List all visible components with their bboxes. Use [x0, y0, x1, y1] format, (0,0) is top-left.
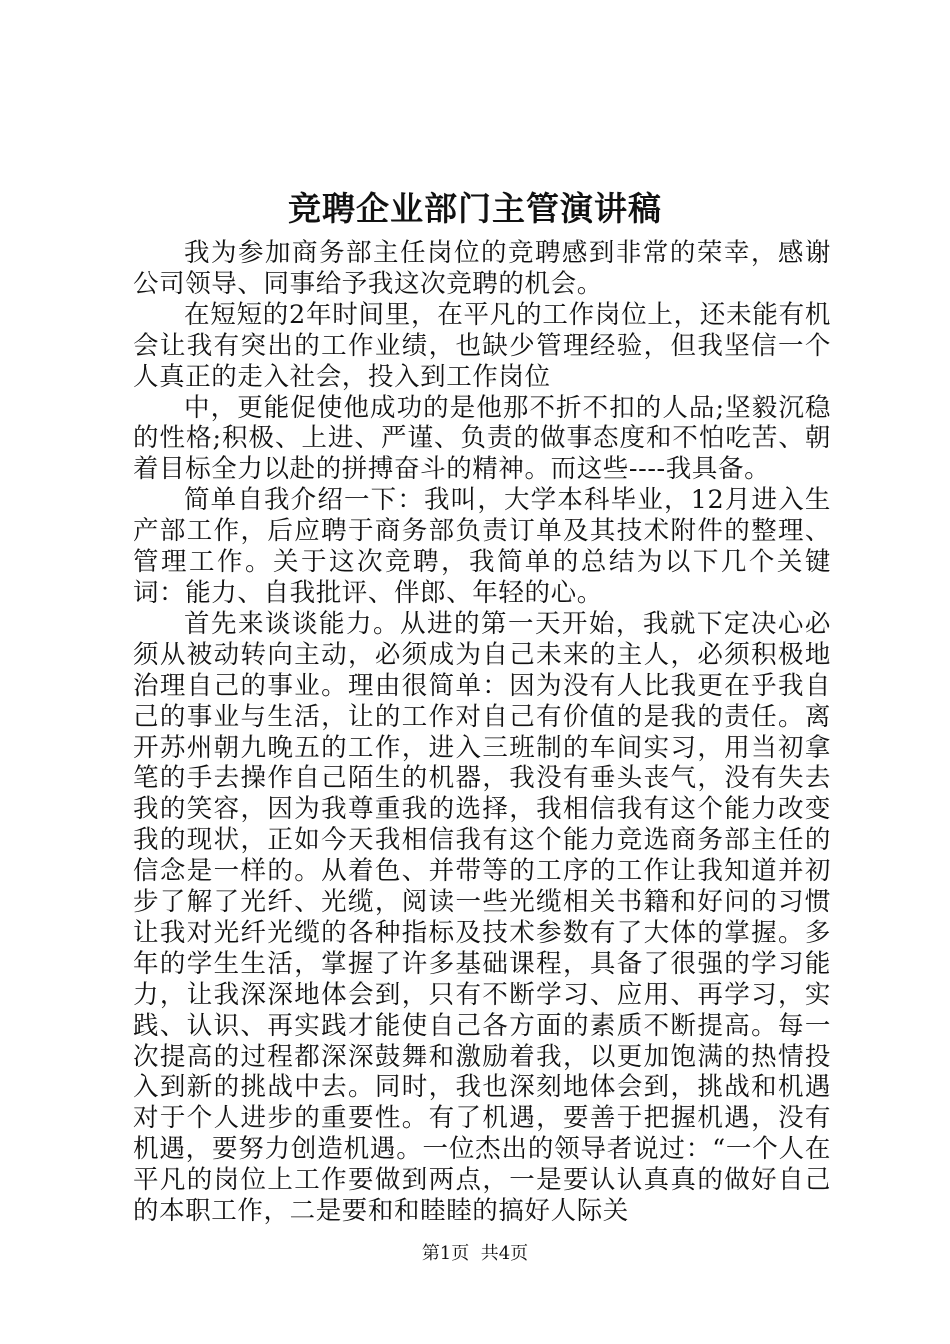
paragraph: 在短短的2年时间里，在平凡的工作岗位上，还未能有机会让我有突出的工作业绩，也缺少管理经验，但我坚信一个人真正的走入社会，投入到工作岗位: [133, 299, 831, 392]
document-body: [133, 238, 831, 1227]
paragraph: 首先来谈谈能力。从进的第一天开始，我就下定决心必须从被动转向主动，必须成为自己未来的主人，必须积极地治理自己的事业。理由很简单：因为没有人比我更在乎我自己的事业与生活，让的工作对自己有价值的是我的责任。离开苏州朝九晚五的工作，进入三班制的车间实习，用当初拿笔的手去操作自己陌生的机器，我没有垂头丧气，没有失去我的笑容，因为我尊重我的选择，我相信我有这个能力改变我的现状，正如今天我相信我有这个能力竞选商务部主任的信念是一样的。从着色、并带等的工序的工作让我知道并初步了解了光纤、光缆，阅读一些光缆相关书籍和好问的习惯让我对光纤光缆的各种指标及技术参数有了大体的掌握。多年的学生生活，掌握了许多基础课程，具备了很强的学习能力，让我深深地体会到，只有不断学习、应用、再学习，实践、认识、再实践才能使自己各方面的素质不断提高。每一次提高的过程都深深鼓舞和激励着我，以更加饱满的热情投入到新的挑战中去。同时，我也深刻地体会到，挑战和机遇对于个人进步的重要性。有了机遇，要善于把握机遇，没有机遇，要努力创造机遇。一位杰出的领导者说过：“一个人在平凡的岗位上工作要做到两点，一是要认认真真的做好自己的本职工作，二是要和和睦睦的搞好人际关: [133, 608, 831, 1227]
paragraph: 中，更能促使他成功的是他那不折不扣的人品;坚毅沉稳的性格;积极、上进、严谨、负责的做事态度和不怕吃苦、朝着目标全力以赴的拼搏奋斗的精神。而这些----我具备。: [133, 392, 831, 485]
paragraph: 我为参加商务部主任岗位的竞聘感到非常的荣幸，感谢公司领导、同事给予我这次竞聘的机会。: [133, 238, 831, 299]
document-title: 竞聘企业部门主管演讲稿: [288, 189, 662, 228]
paragraph: 简单自我介绍一下：我叫，大学本科毕业，12月进入生产部工作，后应聘于商务部负责订单及其技术附件的整理、管理工作。关于这次竞聘，我简单的总结为以下几个关键词：能力、自我批评、伴郎、年轻的心。: [133, 485, 831, 608]
page-footer: 第1页 共4页: [421, 1243, 529, 1264]
